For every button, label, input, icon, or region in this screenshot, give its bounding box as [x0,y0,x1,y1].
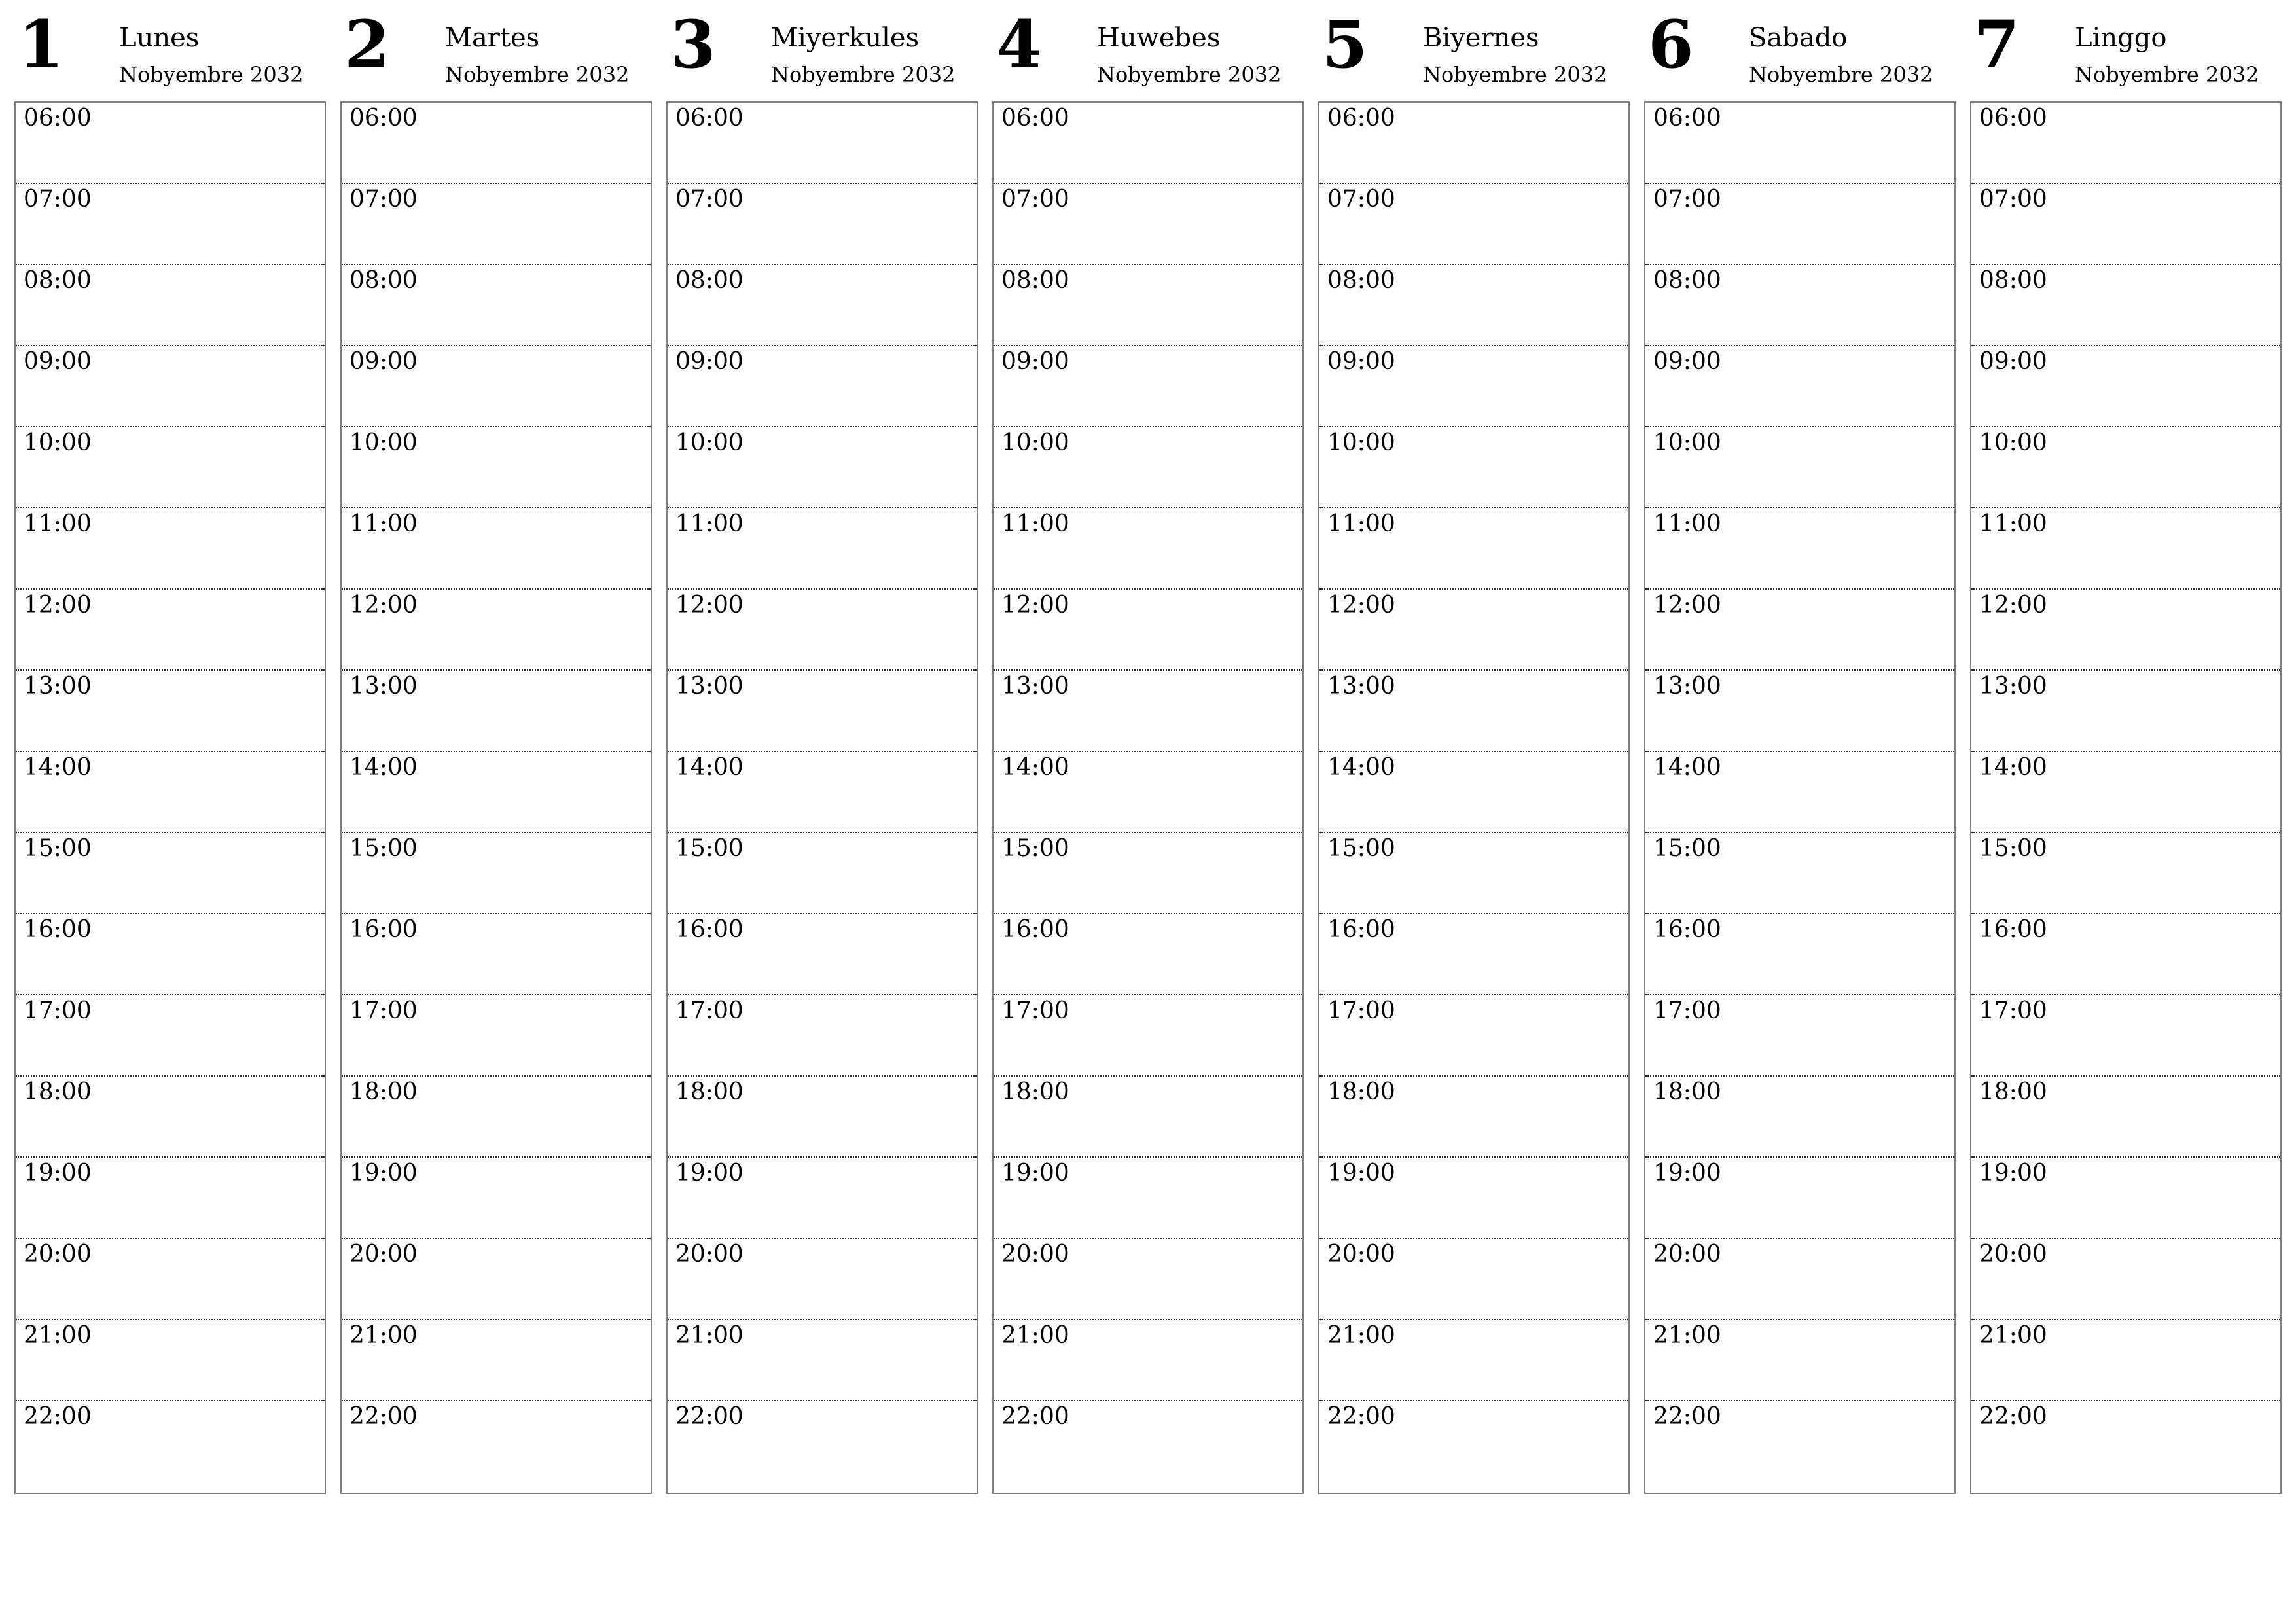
hour-slot[interactable] [342,671,651,752]
hour-slot[interactable] [668,1077,977,1158]
weekly-planner [14,0,2282,1499]
hour-label: 21:00 [1979,1322,2047,1349]
hour-label: 08:00 [1979,267,2047,294]
hour-label: 10:00 [1653,429,1721,456]
hour-label: 07:00 [24,186,92,213]
hour-slot[interactable] [342,1158,651,1239]
hour-label: 07:00 [1327,186,1395,213]
hour-slot[interactable] [1645,914,1954,995]
hour-label: 06:00 [1653,105,1721,132]
hour-slot[interactable] [1645,1401,1954,1482]
hour-slot[interactable] [1645,1077,1954,1158]
day-column [1970,0,2282,1499]
hour-slot[interactable] [1319,265,1628,346]
hour-label: 18:00 [675,1079,744,1105]
hour-slot[interactable] [342,1239,651,1320]
hour-label: 14:00 [1327,754,1395,781]
hour-slot[interactable] [342,833,651,914]
day-header [14,0,326,101]
hour-slot[interactable] [1319,103,1628,184]
hour-slot[interactable] [16,265,325,346]
hour-label: 08:00 [24,267,92,294]
hour-slot[interactable] [342,1320,651,1401]
hour-label: 12:00 [1979,592,2047,618]
hour-slot[interactable] [1319,914,1628,995]
hour-slot[interactable] [994,1158,1302,1239]
hour-slot[interactable] [342,914,651,995]
hour-slot[interactable] [668,914,977,995]
hour-label: 17:00 [350,997,418,1024]
hour-slot[interactable] [1971,1320,2280,1401]
hour-label: 18:00 [1653,1079,1721,1105]
hour-label: 07:00 [1653,186,1721,213]
hour-slot[interactable] [1645,833,1954,914]
hour-slot[interactable] [1319,346,1628,427]
hour-label: 16:00 [1001,916,1069,943]
hour-slot[interactable] [16,1401,325,1482]
hour-slot[interactable] [668,671,977,752]
hour-slot[interactable] [1319,1239,1628,1320]
hour-slot[interactable] [342,346,651,427]
hour-slot[interactable] [1645,346,1954,427]
hour-slot[interactable] [994,1401,1302,1482]
hour-label: 17:00 [1001,997,1069,1024]
day-month-label: Nobyembre 2032 [1749,62,1933,87]
hour-label: 21:00 [24,1322,92,1349]
hour-label: 10:00 [1001,429,1069,456]
hour-slot[interactable] [994,508,1302,590]
day-name: Martes [445,23,540,53]
hour-label: 09:00 [24,348,92,375]
hour-label: 20:00 [24,1241,92,1268]
hour-label: 19:00 [350,1160,418,1186]
hour-label: 06:00 [1979,105,2047,132]
hour-slot[interactable] [668,265,977,346]
hour-label: 09:00 [1327,348,1395,375]
day-column [666,0,978,1499]
day-column [14,0,326,1499]
hour-slot[interactable] [1645,265,1954,346]
day-column [340,0,652,1499]
hour-label: 11:00 [350,510,418,537]
hour-label: 12:00 [1327,592,1395,618]
hour-grid [666,101,978,1494]
hour-slot[interactable] [994,184,1302,265]
hour-slot[interactable] [16,1320,325,1401]
hour-label: 20:00 [1653,1241,1721,1268]
hour-slot[interactable] [1645,590,1954,671]
hour-slot[interactable] [994,752,1302,833]
hour-slot[interactable] [994,1077,1302,1158]
hour-grid [992,101,1304,1494]
hour-slot[interactable] [1971,995,2280,1077]
hour-label: 09:00 [1653,348,1721,375]
hour-label: 10:00 [24,429,92,456]
hour-slot[interactable] [1319,590,1628,671]
hour-label: 12:00 [1001,592,1069,618]
hour-label: 22:00 [1979,1403,2047,1430]
hour-label: 22:00 [350,1403,418,1430]
hour-label: 14:00 [1001,754,1069,781]
hour-slot[interactable] [1971,427,2280,508]
hour-slot[interactable] [342,184,651,265]
hour-slot[interactable] [1319,671,1628,752]
day-header [340,0,652,101]
hour-label: 07:00 [1979,186,2047,213]
hour-label: 18:00 [350,1079,418,1105]
hour-label: 11:00 [675,510,744,537]
day-month-label: Nobyembre 2032 [1097,62,1282,87]
hour-label: 15:00 [1001,835,1069,862]
hour-slot[interactable] [1319,1320,1628,1401]
day-name: Huwebes [1097,23,1221,53]
hour-slot[interactable] [342,995,651,1077]
hour-label: 22:00 [1001,1403,1069,1430]
hour-slot[interactable] [342,265,651,346]
hour-label: 10:00 [350,429,418,456]
hour-slot[interactable] [1319,1401,1628,1482]
hour-slot[interactable] [1971,833,2280,914]
hour-label: 10:00 [675,429,744,456]
day-name: Miyerkules [771,23,920,53]
hour-label: 20:00 [350,1241,418,1268]
hour-label: 15:00 [1979,835,2047,862]
hour-slot[interactable] [1971,914,2280,995]
hour-slot[interactable] [16,995,325,1077]
hour-slot[interactable] [668,1320,977,1401]
hour-label: 12:00 [350,592,418,618]
hour-slot[interactable] [1971,1401,2280,1482]
hour-slot[interactable] [342,752,651,833]
hour-grid [1644,101,1956,1494]
hour-label: 19:00 [1979,1160,2047,1186]
hour-label: 13:00 [1653,673,1721,700]
day-name: Biyernes [1423,23,1539,53]
hour-label: 19:00 [1653,1160,1721,1186]
hour-slot[interactable] [16,1239,325,1320]
hour-label: 13:00 [1327,673,1395,700]
hour-label: 11:00 [1327,510,1395,537]
hour-slot[interactable] [1319,995,1628,1077]
hour-label: 11:00 [24,510,92,537]
hour-label: 15:00 [24,835,92,862]
hour-label: 17:00 [1979,997,2047,1024]
hour-slot[interactable] [342,1401,651,1482]
hour-slot[interactable] [1971,1239,2280,1320]
hour-label: 08:00 [1001,267,1069,294]
hour-slot[interactable] [1645,1320,1954,1401]
hour-label: 07:00 [350,186,418,213]
hour-slot[interactable] [1971,265,2280,346]
hour-label: 06:00 [675,105,744,132]
hour-slot[interactable] [1971,1158,2280,1239]
day-month-label: Nobyembre 2032 [771,62,956,87]
hour-label: 06:00 [1327,105,1395,132]
hour-slot[interactable] [1319,508,1628,590]
hour-slot[interactable] [1971,1077,2280,1158]
hour-slot[interactable] [16,833,325,914]
hour-slot[interactable] [994,1239,1302,1320]
hour-label: 20:00 [1001,1241,1069,1268]
hour-label: 06:00 [1001,105,1069,132]
day-number: 7 [1974,6,2020,83]
hour-slot[interactable] [668,508,977,590]
hour-label: 17:00 [675,997,744,1024]
hour-slot[interactable] [342,590,651,671]
hour-slot[interactable] [16,184,325,265]
day-number: 6 [1648,6,1694,83]
hour-slot[interactable] [342,427,651,508]
day-number: 2 [344,6,390,83]
hour-slot[interactable] [16,671,325,752]
day-name: Linggo [2075,23,2167,53]
day-number: 5 [1322,6,1368,83]
hour-label: 21:00 [1327,1322,1395,1349]
hour-slot[interactable] [668,590,977,671]
hour-slot[interactable] [1971,752,2280,833]
hour-label: 06:00 [24,105,92,132]
hour-slot[interactable] [1645,508,1954,590]
hour-slot[interactable] [668,103,977,184]
hour-label: 15:00 [1653,835,1721,862]
day-name: Sabado [1749,23,1848,53]
hour-label: 18:00 [1327,1079,1395,1105]
hour-slot[interactable] [994,346,1302,427]
day-header [1318,0,1630,101]
hour-label: 17:00 [24,997,92,1024]
hour-grid [1970,101,2282,1494]
hour-slot[interactable] [1645,1239,1954,1320]
hour-label: 22:00 [1327,1403,1395,1430]
hour-slot[interactable] [1645,995,1954,1077]
hour-label: 14:00 [1979,754,2047,781]
hour-label: 15:00 [350,835,418,862]
day-column [1644,0,1956,1499]
hour-label: 20:00 [1327,1241,1395,1268]
hour-label: 08:00 [1653,267,1721,294]
hour-label: 19:00 [675,1160,744,1186]
day-month-label: Nobyembre 2032 [119,62,304,87]
hour-label: 16:00 [1653,916,1721,943]
hour-slot[interactable] [1971,184,2280,265]
hour-slot[interactable] [668,833,977,914]
hour-label: 15:00 [1327,835,1395,862]
hour-slot[interactable] [342,508,651,590]
hour-slot[interactable] [668,427,977,508]
hour-slot[interactable] [1971,590,2280,671]
hour-label: 12:00 [1653,592,1721,618]
hour-label: 09:00 [1001,348,1069,375]
hour-slot[interactable] [668,184,977,265]
hour-label: 13:00 [1979,673,2047,700]
day-header [1644,0,1956,101]
hour-slot[interactable] [16,914,325,995]
hour-slot[interactable] [16,508,325,590]
day-month-label: Nobyembre 2032 [2075,62,2259,87]
hour-slot[interactable] [16,1077,325,1158]
hour-slot[interactable] [994,833,1302,914]
hour-label: 07:00 [675,186,744,213]
hour-label: 16:00 [675,916,744,943]
hour-label: 18:00 [24,1079,92,1105]
hour-label: 14:00 [675,754,744,781]
hour-slot[interactable] [994,1320,1302,1401]
hour-label: 17:00 [1653,997,1721,1024]
hour-label: 08:00 [350,267,418,294]
hour-label: 07:00 [1001,186,1069,213]
day-number: 3 [670,6,716,83]
day-number: 4 [996,6,1042,83]
hour-label: 10:00 [1327,429,1395,456]
day-header [992,0,1304,101]
hour-label: 11:00 [1001,510,1069,537]
hour-label: 12:00 [675,592,744,618]
hour-label: 09:00 [675,348,744,375]
hour-slot[interactable] [668,346,977,427]
hour-label: 13:00 [24,673,92,700]
hour-slot[interactable] [1645,752,1954,833]
hour-slot[interactable] [16,103,325,184]
hour-slot[interactable] [1645,103,1954,184]
hour-grid [1318,101,1630,1494]
hour-label: 14:00 [24,754,92,781]
hour-label: 10:00 [1979,429,2047,456]
hour-slot[interactable] [16,346,325,427]
hour-slot[interactable] [994,103,1302,184]
hour-label: 19:00 [1327,1160,1395,1186]
hour-slot[interactable] [994,995,1302,1077]
hour-slot[interactable] [342,1077,651,1158]
hour-slot[interactable] [1971,103,2280,184]
hour-label: 09:00 [350,348,418,375]
hour-slot[interactable] [16,752,325,833]
day-header [1970,0,2282,101]
hour-slot[interactable] [1645,427,1954,508]
hour-label: 14:00 [1653,754,1721,781]
hour-slot[interactable] [994,914,1302,995]
hour-label: 13:00 [350,673,418,700]
hour-slot[interactable] [1319,833,1628,914]
day-header [666,0,978,101]
hour-slot[interactable] [1319,184,1628,265]
hour-label: 20:00 [1979,1241,2047,1268]
hour-slot[interactable] [1971,671,2280,752]
day-column [1318,0,1630,1499]
day-name: Lunes [119,23,200,53]
hour-slot[interactable] [1971,508,2280,590]
hour-label: 06:00 [350,105,418,132]
hour-slot[interactable] [16,1158,325,1239]
hour-label: 16:00 [24,916,92,943]
hour-label: 18:00 [1001,1079,1069,1105]
hour-grid [340,101,652,1494]
hour-slot[interactable] [668,752,977,833]
hour-slot[interactable] [16,427,325,508]
day-month-label: Nobyembre 2032 [1423,62,1607,87]
hour-label: 16:00 [1327,916,1395,943]
day-number: 1 [18,6,64,83]
hour-label: 21:00 [675,1322,744,1349]
hour-slot[interactable] [668,1158,977,1239]
hour-slot[interactable] [668,995,977,1077]
hour-label: 08:00 [1327,267,1395,294]
hour-slot[interactable] [1645,184,1954,265]
hour-label: 19:00 [24,1160,92,1186]
hour-label: 21:00 [350,1322,418,1349]
hour-label: 16:00 [350,916,418,943]
hour-label: 12:00 [24,592,92,618]
hour-label: 08:00 [675,267,744,294]
hour-label: 14:00 [350,754,418,781]
hour-label: 16:00 [1979,916,2047,943]
hour-slot[interactable] [1645,671,1954,752]
hour-slot[interactable] [1971,346,2280,427]
hour-slot[interactable] [1319,1077,1628,1158]
hour-label: 15:00 [675,835,744,862]
hour-slot[interactable] [16,590,325,671]
hour-label: 13:00 [1001,673,1069,700]
hour-label: 22:00 [675,1403,744,1430]
hour-label: 20:00 [675,1241,744,1268]
hour-label: 11:00 [1653,510,1721,537]
hour-label: 19:00 [1001,1160,1069,1186]
day-column [992,0,1304,1499]
hour-label: 18:00 [1979,1079,2047,1105]
hour-slot[interactable] [1645,1158,1954,1239]
hour-slot[interactable] [1319,427,1628,508]
hour-label: 22:00 [1653,1403,1721,1430]
hour-label: 09:00 [1979,348,2047,375]
hour-slot[interactable] [342,103,651,184]
day-month-label: Nobyembre 2032 [445,62,630,87]
hour-label: 17:00 [1327,997,1395,1024]
hour-slot[interactable] [668,1401,977,1482]
hour-label: 13:00 [675,673,744,700]
hour-slot[interactable] [994,427,1302,508]
hour-slot[interactable] [994,265,1302,346]
hour-slot[interactable] [994,671,1302,752]
hour-slot[interactable] [1319,752,1628,833]
hour-slot[interactable] [994,590,1302,671]
hour-label: 21:00 [1001,1322,1069,1349]
hour-label: 21:00 [1653,1322,1721,1349]
hour-grid [14,101,326,1494]
hour-slot[interactable] [1319,1158,1628,1239]
hour-label: 11:00 [1979,510,2047,537]
hour-label: 22:00 [24,1403,92,1430]
hour-slot[interactable] [668,1239,977,1320]
